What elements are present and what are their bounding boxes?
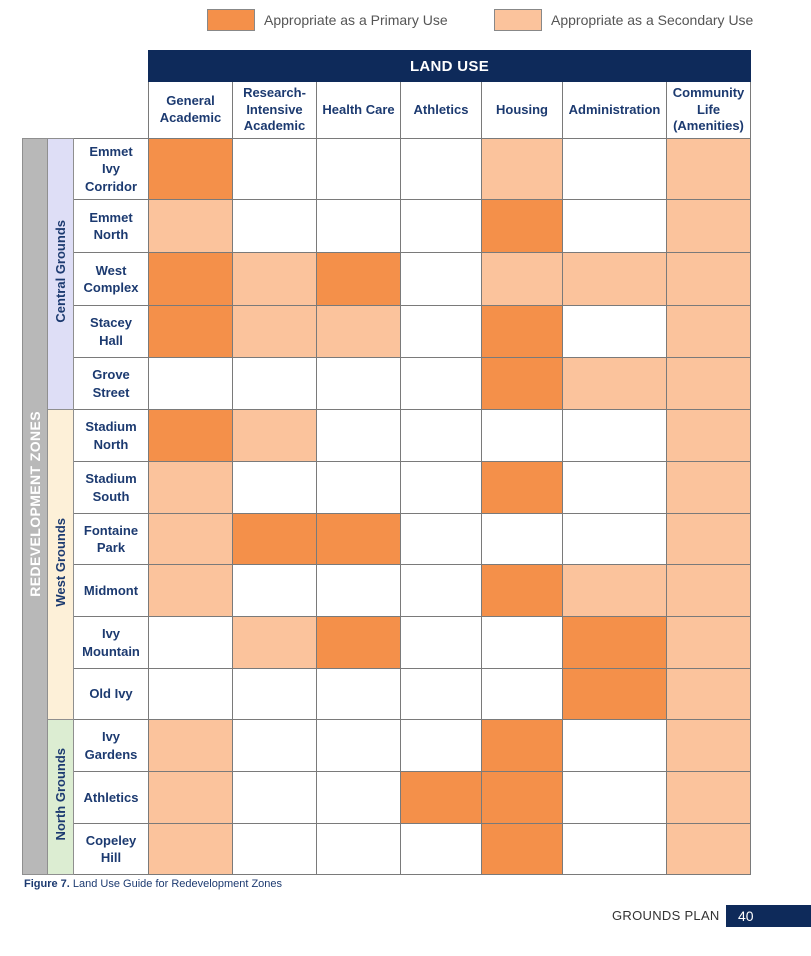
table-cell: [149, 200, 233, 253]
zone-label-line: Stacey: [90, 315, 132, 331]
table-cell: [482, 410, 563, 462]
table-cell: [233, 200, 317, 253]
column-header-community-life-amenities: [667, 82, 751, 139]
table-cell: [401, 358, 482, 410]
table-cell: [563, 617, 667, 669]
column-header-line: Intensive: [246, 101, 303, 117]
table-cell: [563, 824, 667, 875]
table-cell: [401, 139, 482, 200]
table-row: [23, 669, 751, 720]
column-header-research-intensive-academic: [233, 82, 317, 139]
zone-label-athletics: [74, 772, 149, 824]
table-cell: [317, 410, 401, 462]
column-header-line: Administration: [568, 101, 661, 117]
column-header-housing: [482, 82, 563, 139]
table-cell: [401, 462, 482, 514]
table-cell: [317, 565, 401, 617]
table-cell: [317, 139, 401, 200]
table-cell: [667, 565, 751, 617]
table-cell: [667, 720, 751, 772]
table-cell: [401, 617, 482, 669]
table-cell: [317, 617, 401, 669]
column-header-line: Health Care: [322, 101, 395, 117]
table-row: [23, 358, 751, 410]
table-cell: [667, 253, 751, 306]
zone-label-line: North: [93, 227, 129, 242]
legend-secondary-label: Appropriate as a Secondary Use: [551, 12, 754, 28]
table-cell: [233, 358, 317, 410]
figure-caption: [24, 878, 282, 890]
table-cell: [233, 410, 317, 462]
table-cell: [149, 253, 233, 306]
table-row: [23, 617, 751, 669]
zone-label-line: Corridor: [85, 178, 137, 194]
zone-label-line: Street: [92, 384, 130, 400]
column-header-health-care: [317, 82, 401, 139]
zone-label-old-ivy: [74, 669, 149, 720]
zone-label-fontaine-park: [74, 514, 149, 565]
table-row: [23, 139, 751, 200]
table-cell: [482, 306, 563, 358]
zone-label-line: Stadium: [85, 419, 137, 435]
zone-label-line: Emmet: [89, 209, 133, 225]
table-cell: [482, 720, 563, 772]
column-header-line: Athletics: [413, 101, 469, 117]
table-cell: [401, 410, 482, 462]
zone-label-ivy-gardens: [74, 720, 149, 772]
table-row: [23, 772, 751, 824]
table-row: [23, 253, 751, 306]
table-cell: [233, 462, 317, 514]
zone-label-line: Athletics: [83, 789, 139, 805]
table-cell: [149, 306, 233, 358]
table-cell: [149, 720, 233, 772]
table-cell: [667, 462, 751, 514]
table-cell: [149, 617, 233, 669]
zone-label-line: Ivy: [101, 626, 121, 642]
table-cell: [667, 306, 751, 358]
zone-label-copeley-hill: [74, 824, 149, 875]
table-cell: [563, 410, 667, 462]
legend-primary: [207, 9, 448, 31]
table-row: [23, 462, 751, 514]
table-cell: [401, 824, 482, 875]
zone-label-line: Stadium: [85, 471, 137, 487]
group-label: West Grounds: [53, 517, 68, 607]
table-cell: [149, 462, 233, 514]
table-cell: [563, 772, 667, 824]
table-cell: [401, 253, 482, 306]
table-cell: [482, 139, 563, 200]
table-cell: [482, 669, 563, 720]
table-cell: [149, 139, 233, 200]
zone-label-line: Park: [96, 540, 126, 555]
zone-label-line: Fontaine: [83, 522, 139, 538]
zone-label-line: Ivy: [101, 161, 121, 177]
zone-label-ivy-mountain: [74, 617, 149, 669]
table-cell: [563, 462, 667, 514]
table-cell: [563, 514, 667, 565]
table-cell: [482, 565, 563, 617]
land-use-header-row: [23, 51, 751, 82]
table-cell: [667, 824, 751, 875]
column-header-line: Academic: [159, 110, 222, 125]
table-cell: [317, 824, 401, 875]
table-cell: [149, 358, 233, 410]
column-header-spacer: [23, 82, 149, 139]
table-cell: [401, 565, 482, 617]
table-cell: [563, 253, 667, 306]
group-label: Central Grounds: [53, 220, 68, 323]
zone-label-line: Hill: [100, 850, 122, 865]
column-header-general-academic: [149, 82, 233, 139]
zone-label-line: Hall: [99, 332, 123, 348]
table-row: [23, 410, 751, 462]
table-cell: [233, 253, 317, 306]
zone-label-line: North: [93, 436, 129, 452]
table-cell: [482, 358, 563, 410]
table-cell: [317, 306, 401, 358]
zone-label-line: West: [95, 262, 127, 278]
table-cell: [317, 514, 401, 565]
redevelopment-zones-label: [23, 139, 48, 875]
column-header-line: (Amenities): [673, 118, 744, 134]
table-cell: [149, 669, 233, 720]
table-row: [23, 565, 751, 617]
table-cell: [667, 139, 751, 200]
group-central-grounds: [48, 139, 74, 410]
land-use-title: LAND USE: [149, 51, 751, 82]
table-cell: [667, 410, 751, 462]
footer-title: GROUNDS PLAN: [612, 908, 720, 923]
table-row: [23, 514, 751, 565]
table-cell: [317, 253, 401, 306]
zone-label-emmet-ivy-corridor: [74, 139, 149, 200]
table-cell: [233, 772, 317, 824]
caption-label: Figure 7.: [24, 878, 70, 890]
table-cell: [149, 565, 233, 617]
column-header-administration: [563, 82, 667, 139]
table-cell: [149, 514, 233, 565]
zone-label-grove-street: [74, 358, 149, 410]
table-cell: [233, 617, 317, 669]
zone-label-line: Complex: [83, 280, 139, 295]
table-row: [23, 200, 751, 253]
zone-label-line: Midmont: [83, 582, 139, 598]
zone-label-line: South: [92, 488, 130, 504]
zone-label-line: Grove: [92, 367, 130, 383]
table-cell: [233, 306, 317, 358]
table-cell: [233, 139, 317, 200]
table-cell: [667, 200, 751, 253]
table-cell: [401, 669, 482, 720]
table-cell: [563, 565, 667, 617]
caption-text: Land Use Guide for Redevelopment Zones: [72, 878, 283, 890]
table-cell: [482, 253, 563, 306]
table-cell: [233, 669, 317, 720]
legend-primary-label: Appropriate as a Primary Use: [264, 12, 448, 28]
table-cell: [667, 772, 751, 824]
table-cell: [667, 358, 751, 410]
table-cell: [482, 200, 563, 253]
page-number: 40: [726, 905, 811, 927]
zone-label-stadium-south: [74, 462, 149, 514]
table-cell: [317, 462, 401, 514]
column-header-line: General: [166, 93, 215, 109]
table-cell: [317, 720, 401, 772]
table-cell: [482, 617, 563, 669]
redevelopment-zones-text: REDEVELOPMENT ZONES: [27, 411, 43, 597]
table-cell: [667, 617, 751, 669]
zone-label-line: Old Ivy: [89, 686, 133, 702]
column-header-row: [23, 82, 751, 139]
table-cell: [563, 139, 667, 200]
land-use-table: [22, 50, 751, 875]
table-cell: [563, 669, 667, 720]
column-header-line: Research-: [243, 84, 306, 100]
zone-label-stadium-north: [74, 410, 149, 462]
zone-label-line: Ivy: [101, 729, 121, 745]
table-cell: [482, 462, 563, 514]
table-cell: [401, 200, 482, 253]
legend-secondary: [494, 9, 753, 31]
header-spacer: [23, 51, 149, 82]
table-cell: [482, 514, 563, 565]
zone-label-line: Emmet: [89, 144, 133, 160]
table-cell: [233, 514, 317, 565]
zone-label-line: Copeley: [85, 832, 137, 848]
table-cell: [482, 772, 563, 824]
legend-secondary-swatch: [494, 9, 542, 31]
table-row: [23, 306, 751, 358]
column-header-line: Life: [696, 101, 721, 117]
table-cell: [482, 824, 563, 875]
table-cell: [667, 514, 751, 565]
column-header-line: Academic: [243, 118, 306, 134]
table-row: [23, 824, 751, 875]
column-header-line: Community: [672, 84, 745, 100]
table-cell: [317, 358, 401, 410]
table-cell: [401, 720, 482, 772]
table-row: [23, 720, 751, 772]
table-cell: [149, 824, 233, 875]
table-cell: [401, 514, 482, 565]
table-cell: [317, 669, 401, 720]
column-header-athletics: [401, 82, 482, 139]
table-cell: [233, 720, 317, 772]
column-header-line: Housing: [496, 101, 548, 117]
legend-primary-swatch: [207, 9, 255, 31]
table-cell: [401, 306, 482, 358]
table-cell: [563, 200, 667, 253]
table-cell: [563, 720, 667, 772]
zone-label-stacey-hall: [74, 306, 149, 358]
zone-label-emmet-north: [74, 200, 149, 253]
table-cell: [317, 772, 401, 824]
table-cell: [667, 669, 751, 720]
zone-label-line: Gardens: [84, 746, 138, 762]
table-cell: [149, 410, 233, 462]
group-west-grounds: [48, 410, 74, 720]
table-cell: [563, 306, 667, 358]
zone-label-midmont: [74, 565, 149, 617]
zone-label-west-complex: [74, 253, 149, 306]
table-cell: [317, 200, 401, 253]
table-cell: [233, 824, 317, 875]
group-north-grounds: [48, 720, 74, 875]
table-cell: [401, 772, 482, 824]
table-cell: [233, 565, 317, 617]
table-cell: [149, 772, 233, 824]
zone-label-line: Mountain: [82, 643, 140, 659]
table-cell: [563, 358, 667, 410]
group-label: North Grounds: [53, 748, 68, 841]
